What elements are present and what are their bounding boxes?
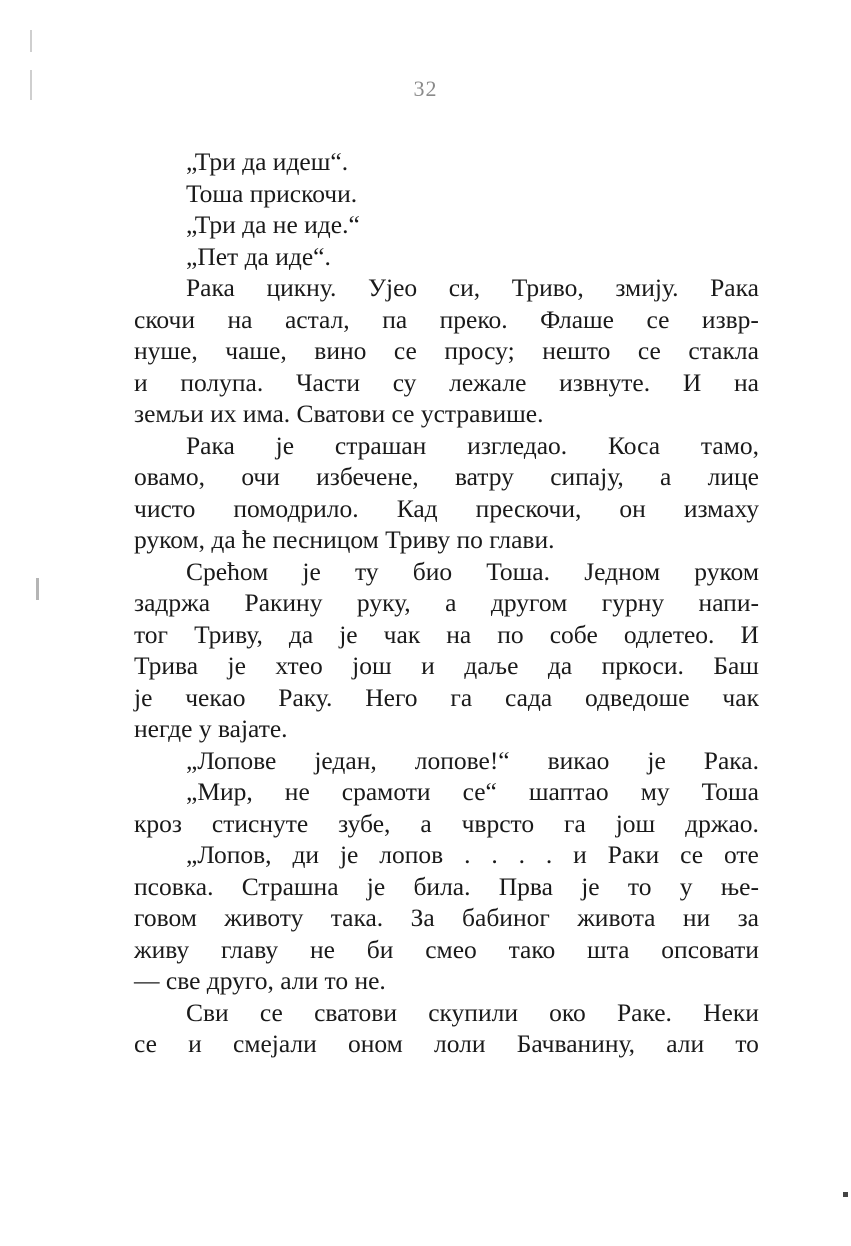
- word: је: [339, 619, 358, 649]
- text-line: [134, 1028, 759, 1060]
- word: ни: [682, 903, 711, 932]
- word: .: [518, 840, 525, 869]
- word: И: [682, 367, 702, 397]
- word: се: [637, 336, 661, 365]
- text-line: [134, 776, 759, 808]
- word: страшан: [334, 430, 427, 460]
- word: кроз: [134, 808, 182, 838]
- text-line: [134, 461, 759, 493]
- word: одведоше: [585, 682, 690, 712]
- word: собе: [549, 619, 598, 649]
- word: то: [735, 1029, 759, 1058]
- word: гурну: [601, 588, 665, 617]
- word: још: [352, 651, 392, 680]
- word: а: [660, 462, 672, 491]
- word: Прва: [498, 871, 553, 901]
- word: ње-: [720, 871, 759, 901]
- word: живу: [134, 934, 190, 964]
- word: Флаше: [540, 304, 614, 334]
- word: .: [464, 840, 471, 869]
- word: Једном: [584, 556, 661, 586]
- word: .: [491, 840, 498, 869]
- text-line: „Пет да иде“.: [186, 241, 331, 271]
- word: да: [288, 619, 314, 649]
- word: стиснуте: [211, 808, 309, 838]
- text-line: [134, 304, 759, 336]
- word: говом: [134, 903, 197, 932]
- word: просу;: [444, 336, 515, 365]
- word: на: [446, 619, 472, 649]
- word: смејали: [233, 1029, 317, 1058]
- word: чекао: [185, 682, 246, 712]
- word: ди: [292, 840, 320, 869]
- word: за: [737, 903, 759, 932]
- word: руком: [694, 556, 759, 586]
- word: лоли: [434, 1029, 486, 1058]
- word: тако: [508, 934, 556, 964]
- word: зубе,: [338, 808, 391, 838]
- word: .: [545, 840, 553, 869]
- word: извр-: [701, 304, 759, 334]
- text-line: [134, 556, 759, 588]
- word: Срећом: [186, 556, 269, 586]
- word: Тоша.: [486, 556, 551, 586]
- page-number: 32: [413, 76, 438, 101]
- word: је: [302, 556, 321, 586]
- word: Баш: [713, 651, 759, 680]
- word: пркоси.: [601, 651, 684, 680]
- text-line: „Три да идеш“.: [186, 147, 349, 176]
- word: Сви: [186, 997, 229, 1027]
- text-line: [134, 619, 759, 651]
- word: лопове!“: [414, 745, 510, 775]
- word: га: [450, 682, 473, 712]
- text-line: руком, да ће песницом Триву по глави.: [134, 525, 555, 554]
- word: астал,: [284, 304, 350, 334]
- word: Триву,: [194, 619, 263, 649]
- word: Страшна: [241, 871, 339, 901]
- word: чак: [722, 682, 759, 712]
- text-line: [134, 745, 759, 777]
- word: скупили: [428, 997, 518, 1027]
- word: полупа.: [180, 367, 264, 397]
- word: преко.: [439, 304, 508, 334]
- word: и: [421, 651, 435, 680]
- word: Рака: [186, 273, 235, 302]
- word: још: [615, 808, 656, 838]
- text-line: [134, 335, 759, 367]
- word: одлетео.: [623, 619, 715, 649]
- word: животу: [224, 903, 304, 932]
- word: нешто: [542, 336, 611, 365]
- word: сватови: [314, 997, 397, 1027]
- word: он: [619, 493, 646, 523]
- word: Рака: [186, 430, 235, 460]
- text-line: [134, 272, 759, 304]
- word: га: [564, 808, 586, 838]
- word: је: [581, 871, 600, 901]
- word: И: [740, 619, 759, 649]
- word: Раке.: [616, 997, 672, 1027]
- word: а: [445, 588, 457, 617]
- word: чаше,: [225, 336, 287, 365]
- text-line: земљи их има. Сватови се устравише.: [134, 399, 544, 428]
- word: на: [227, 304, 253, 334]
- word: је: [366, 871, 386, 901]
- word: у: [679, 871, 693, 901]
- word: Раку.: [278, 682, 333, 712]
- word: али: [666, 1029, 705, 1058]
- word: Тоша: [701, 777, 759, 806]
- word: по: [497, 619, 524, 649]
- word: Бачванину,: [516, 1029, 636, 1058]
- word: шаптао: [528, 777, 609, 806]
- word: другом: [490, 588, 568, 617]
- scan-edge-mark: [843, 1192, 848, 1197]
- word: змију.: [615, 273, 679, 302]
- word: држао.: [685, 808, 759, 838]
- scan-edge-mark: [30, 70, 32, 100]
- word: се: [259, 997, 283, 1027]
- word: хтео: [275, 651, 323, 680]
- word: псовка.: [134, 871, 214, 901]
- text-line: Тоша прискочи.: [186, 178, 358, 208]
- word: је: [227, 651, 246, 680]
- word: па: [382, 304, 408, 334]
- word: лице: [707, 462, 759, 491]
- word: шта: [587, 934, 630, 964]
- word: помодрило.: [233, 493, 359, 523]
- word: „Лопове: [186, 745, 277, 775]
- word: оном: [348, 1029, 403, 1058]
- word: а: [420, 808, 432, 838]
- word: чврсто: [461, 808, 535, 838]
- word: бабиног: [462, 903, 550, 932]
- word: Кад: [396, 493, 438, 523]
- word: сипају,: [550, 462, 624, 491]
- word: Него: [365, 682, 418, 712]
- scan-edge-mark: [30, 30, 32, 52]
- word: „Мир,: [186, 777, 253, 806]
- text-line: [134, 934, 759, 966]
- word: За: [410, 903, 435, 932]
- word: даље: [464, 651, 519, 680]
- word: прескочи,: [475, 493, 582, 523]
- word: је: [275, 430, 295, 460]
- word: Ракину: [244, 588, 323, 617]
- word: се: [680, 840, 704, 869]
- word: не: [284, 777, 310, 806]
- word: је: [134, 682, 153, 712]
- word: живота: [577, 903, 656, 932]
- word: цикну.: [266, 273, 337, 302]
- word: Триво,: [511, 273, 584, 302]
- word: изгледао.: [467, 430, 568, 460]
- text-line: негде у вајате.: [134, 714, 288, 743]
- word: се: [393, 336, 417, 365]
- word: Коса: [608, 430, 661, 460]
- word: опсовати: [661, 934, 759, 964]
- word: тамо,: [700, 430, 759, 460]
- word: то: [627, 871, 652, 901]
- text-line: [134, 808, 759, 840]
- word: Раки: [607, 840, 660, 869]
- word: се: [134, 1029, 157, 1058]
- body-text: [134, 146, 759, 1060]
- text-line: [134, 997, 759, 1029]
- word: један,: [314, 745, 377, 775]
- word: овамо,: [134, 462, 206, 491]
- word: сада: [504, 682, 553, 712]
- text-line: [134, 682, 759, 714]
- word: тог: [134, 619, 169, 649]
- word: Части: [295, 367, 360, 397]
- word: Неки: [703, 997, 759, 1027]
- word: скочи: [134, 304, 195, 334]
- word: су: [392, 367, 417, 397]
- word: извнуте.: [559, 367, 651, 397]
- word: смео: [425, 934, 477, 964]
- word: му: [640, 777, 670, 806]
- word: не: [309, 934, 335, 964]
- word: чак: [383, 619, 421, 649]
- word: чисто: [134, 493, 196, 523]
- word: викао: [547, 745, 610, 775]
- word: срамоти: [341, 777, 431, 806]
- word: ватру: [454, 462, 514, 491]
- text-line: [134, 587, 759, 619]
- word: да: [547, 651, 573, 680]
- word: вино: [314, 336, 367, 365]
- text-line: [134, 902, 759, 934]
- word: главу: [221, 934, 279, 964]
- word: си,: [448, 273, 481, 302]
- word: Рака: [710, 273, 759, 302]
- word: избечене,: [316, 462, 419, 491]
- word: „Лопов,: [186, 840, 272, 869]
- scan-edge-mark: [36, 578, 39, 600]
- text-line: [134, 839, 759, 871]
- word: Ујео: [367, 273, 418, 302]
- word: се“: [462, 777, 497, 806]
- word: така.: [330, 903, 384, 932]
- word: се: [646, 304, 670, 334]
- word: и: [188, 1029, 202, 1058]
- word: Рака.: [703, 745, 759, 775]
- word: ту: [354, 556, 379, 586]
- text-line: „Три да не иде.“: [186, 210, 360, 239]
- word: нуше,: [134, 336, 198, 365]
- word: би: [366, 934, 394, 964]
- word: руку,: [356, 588, 411, 617]
- word: била.: [413, 871, 471, 901]
- word: и: [134, 367, 148, 397]
- word: је: [647, 745, 666, 775]
- text-line: [134, 430, 759, 462]
- text-line: [134, 493, 759, 525]
- word: стакла: [688, 336, 759, 365]
- word: очи: [241, 462, 280, 491]
- word: и: [573, 840, 587, 869]
- word: Трива: [134, 651, 199, 680]
- word: напи-: [698, 588, 759, 617]
- word: лопов: [379, 840, 444, 869]
- word: оте: [723, 840, 759, 869]
- text-line: — све друго, али то не.: [134, 966, 386, 995]
- word: измаху: [683, 493, 759, 523]
- word: био: [412, 556, 453, 586]
- word: задржа: [134, 588, 211, 617]
- text-line: [134, 871, 759, 903]
- text-line: [134, 367, 759, 399]
- word: лежале: [449, 367, 527, 397]
- word: је: [339, 840, 359, 869]
- text-line: [134, 650, 759, 682]
- word: око: [549, 997, 586, 1027]
- word: на: [733, 367, 759, 397]
